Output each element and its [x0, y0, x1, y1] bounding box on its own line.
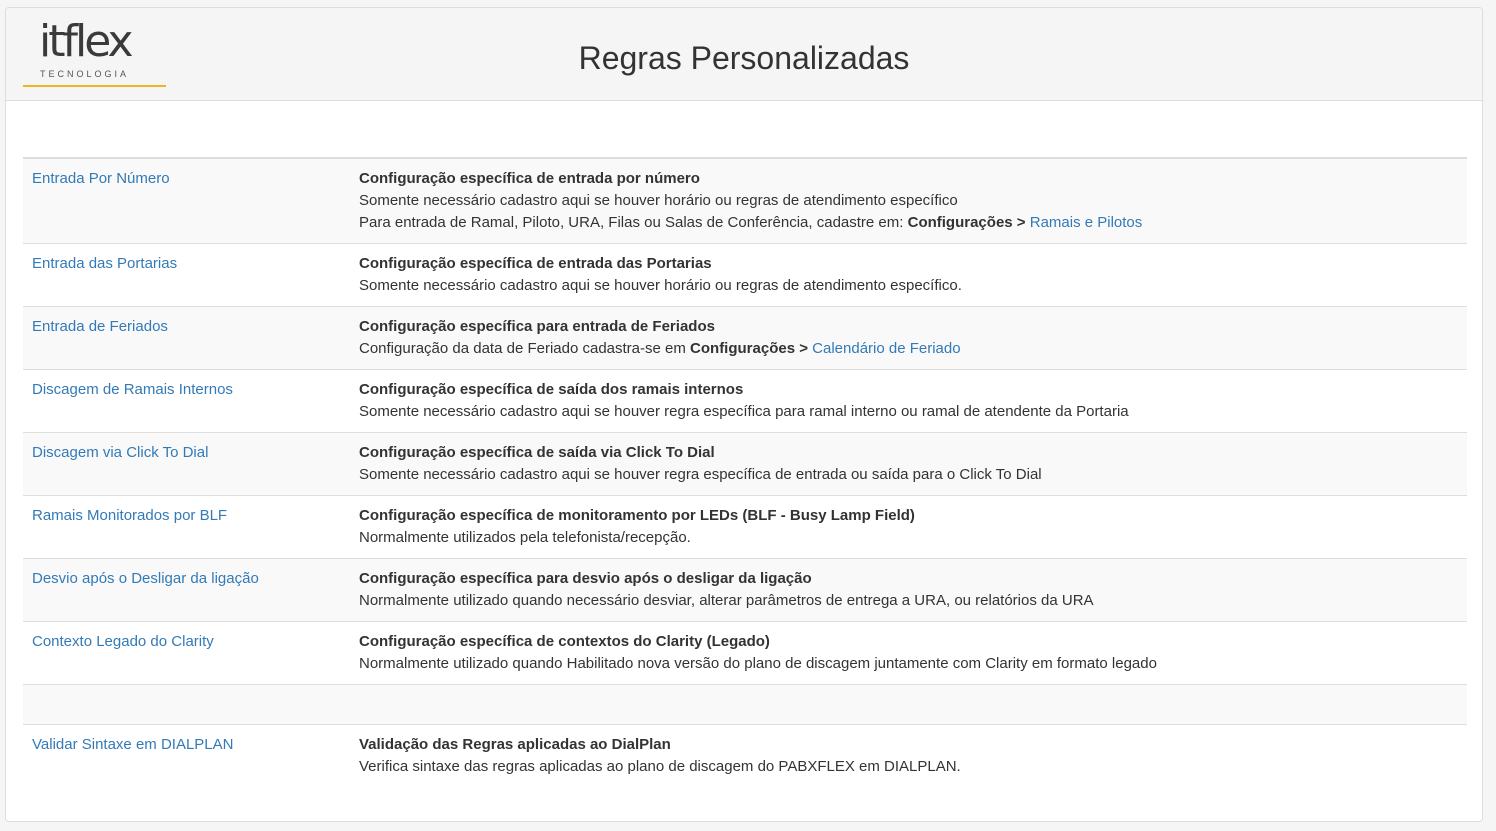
- rule-link-desvio-apos-desligar[interactable]: Desvio após o Desligar da ligação: [32, 570, 259, 587]
- table-spacer-row: [23, 685, 1467, 725]
- rule-title: Configuração específica de contextos do Clarity (Legado): [359, 633, 770, 650]
- rules-table: [23, 157, 1467, 787]
- rule-link-entrada-por-numero[interactable]: Entrada Por Número: [32, 170, 170, 187]
- rule-title: Configuração específica de entrada das Portarias: [359, 255, 712, 272]
- rule-description: Somente necessário cadastro aqui se houver regra específica para ramal interno ou ramal de atendente da Portaria: [359, 403, 1129, 420]
- calendario-de-feriado-link[interactable]: Calendário de Feriado: [812, 340, 961, 357]
- rule-description: Verifica sintaxe das regras aplicadas ao plano de discagem do PABXFLEX em DIALPLAN.: [359, 758, 961, 775]
- main-panel: [5, 7, 1483, 822]
- table-row: [23, 244, 1467, 307]
- rule-title: Configuração específica de entrada por número: [359, 170, 700, 187]
- table-row: [23, 433, 1467, 496]
- rule-link-contexto-legado-clarity[interactable]: Contexto Legado do Clarity: [32, 633, 214, 650]
- rule-title: Configuração específica para entrada de Feriados: [359, 318, 715, 335]
- rule-link-entrada-de-feriados[interactable]: Entrada de Feriados: [32, 318, 168, 335]
- panel-header: [6, 8, 1482, 101]
- table-row: [23, 158, 1467, 244]
- rule-title: Configuração específica de monitoramento por LEDs (BLF - Busy Lamp Field): [359, 507, 915, 524]
- rule-description: Normalmente utilizado quando necessário desviar, alterar parâmetros de entrega a URA, ou relatórios da URA: [359, 592, 1094, 609]
- path-prefix: Para entrada de Ramal, Piloto, URA, Filas ou Salas de Conferência, cadastre em:: [359, 214, 908, 231]
- rule-title: Configuração específica de saída dos ramais internos: [359, 381, 744, 398]
- ramais-e-pilotos-link[interactable]: Ramais e Pilotos: [1029, 214, 1143, 231]
- table-row: [23, 622, 1467, 685]
- rule-link-validar-sintaxe-dialplan[interactable]: Validar Sintaxe em DIALPLAN: [32, 736, 234, 753]
- rule-title: Validação das Regras aplicadas ao DialPlan: [359, 736, 671, 753]
- path-configuracoes: Configurações >: [907, 214, 1026, 231]
- rule-description: Normalmente utilizado quando Habilitado nova versão do plano de discagem juntamente com Clarity em formato legado: [359, 655, 1157, 672]
- table-row: [23, 496, 1467, 559]
- rule-link-discagem-ramais-internos[interactable]: Discagem de Ramais Internos: [32, 381, 233, 398]
- table-row: [23, 307, 1467, 370]
- table-row: [23, 725, 1467, 788]
- table-row: [23, 559, 1467, 622]
- rule-description-path: [359, 338, 1458, 360]
- rule-link-click-to-dial[interactable]: Discagem via Click To Dial: [32, 444, 209, 461]
- logo-subtitle: TECNOLOGIA: [40, 69, 130, 79]
- logo-wordmark: itflex: [39, 16, 131, 67]
- logo-underline: [23, 85, 166, 87]
- page-title: Regras Personalizadas: [578, 40, 910, 76]
- rule-link-ramais-blf[interactable]: Ramais Monitorados por BLF: [32, 507, 228, 524]
- rule-link-entrada-das-portarias[interactable]: Entrada das Portarias: [32, 255, 178, 272]
- rule-description: Somente necessário cadastro aqui se houver horário ou regras de atendimento específico.: [359, 277, 962, 294]
- rule-description: Somente necessário cadastro aqui se houver regra específica de entrada ou saída para o Click To Dial: [359, 466, 1042, 483]
- rule-description-path: [359, 212, 1458, 234]
- path-configuracoes: Configurações >: [690, 340, 808, 357]
- rule-title: Configuração específica para desvio após o desligar da ligação: [359, 570, 812, 587]
- rule-title: Configuração específica de saída via Click To Dial: [359, 444, 715, 461]
- rule-description: Somente necessário cadastro aqui se houver horário ou regras de atendimento específico: [359, 192, 958, 209]
- path-prefix: Configuração da data de Feriado cadastra-se em: [359, 340, 691, 357]
- rule-description: Normalmente utilizados pela telefonista/recepção.: [359, 529, 691, 546]
- table-row: [23, 370, 1467, 433]
